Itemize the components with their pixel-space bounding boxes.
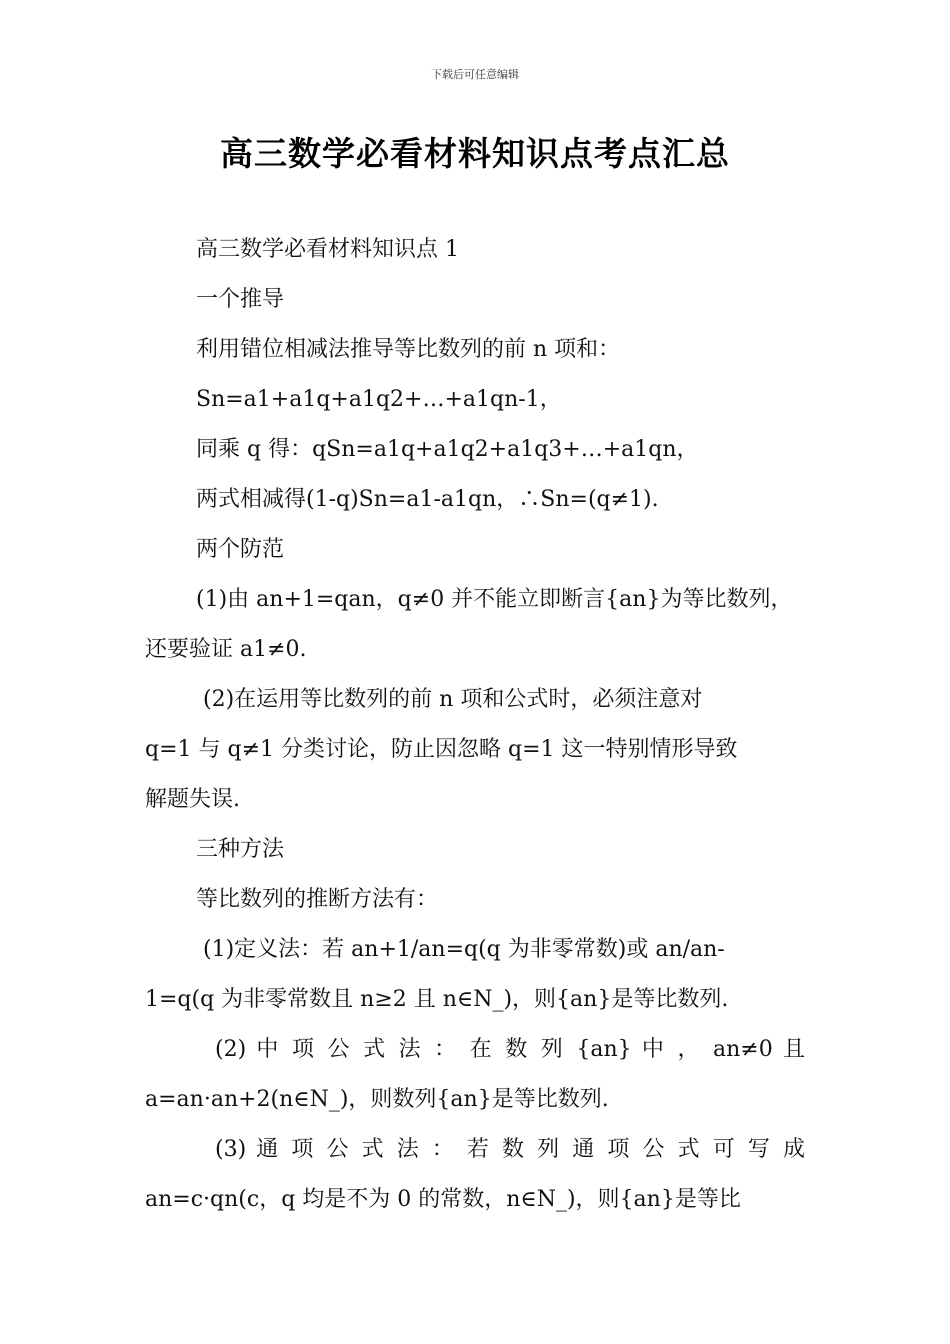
paragraph-line: 解题失误. [145, 787, 240, 812]
formula-line: Sn=a1+a1q+a1q2+…+a1qn-1， [196, 387, 562, 412]
paragraph-line: 等比数列的推断方法有： [196, 887, 439, 912]
paragraph-line: 1=q(q 为非零常数且 n≥2 且 n∈N_)，则{an}是等比数列. [145, 987, 729, 1012]
paragraph-line: (1)定义法：若 an+1/an=q(q 为非零常数)或 an/an- [203, 937, 725, 962]
paragraph-line: 利用错位相减法推导等比数列的前 n 项和： [196, 337, 621, 362]
document-title: 高三数学必看材料知识点考点汇总 [220, 134, 730, 173]
paragraph-line: a=an·an+2(n∈N_)，则数列{an}是等比数列. [145, 1087, 609, 1112]
subheading: 三种方法 [196, 837, 285, 862]
formula-line: 同乘 q 得：qSn=a1q+a1q2+a1q3+…+a1qn， [196, 437, 699, 462]
paragraph-line: (2)在运用等比数列的前 n 项和公式时，必须注意对 [203, 687, 703, 712]
subheading: 一个推导 [196, 287, 285, 312]
paragraph-line: (1)由 an+1=qan，q≠0 并不能立即断言{an}为等比数列， [196, 587, 793, 612]
paragraph-line: q=1 与 q≠1 分类讨论，防止因忽略 q=1 这一特别情形导致 [145, 737, 738, 762]
paragraph-line: (2) 中 项 公 式 法 ： 在 数 列 {an} 中 ， an≠0 且 [215, 1037, 805, 1062]
paragraph-line: (3) 通 项 公 式 法 ： 若 数 列 通 项 公 式 可 写 成 [215, 1137, 805, 1162]
section-heading: 高三数学必看材料知识点 1 [196, 237, 459, 262]
header-note: 下载后可任意编辑 [431, 68, 519, 81]
paragraph-line: 还要验证 a1≠0. [145, 637, 307, 662]
subheading: 两个防范 [196, 537, 285, 562]
paragraph-line: an=c·qn(c，q 均是不为 0 的常数，n∈N_)，则{an}是等比 [145, 1187, 741, 1212]
formula-line: 两式相减得(1-q)Sn=a1-a1qn，∴Sn=(q≠1). [196, 487, 659, 512]
